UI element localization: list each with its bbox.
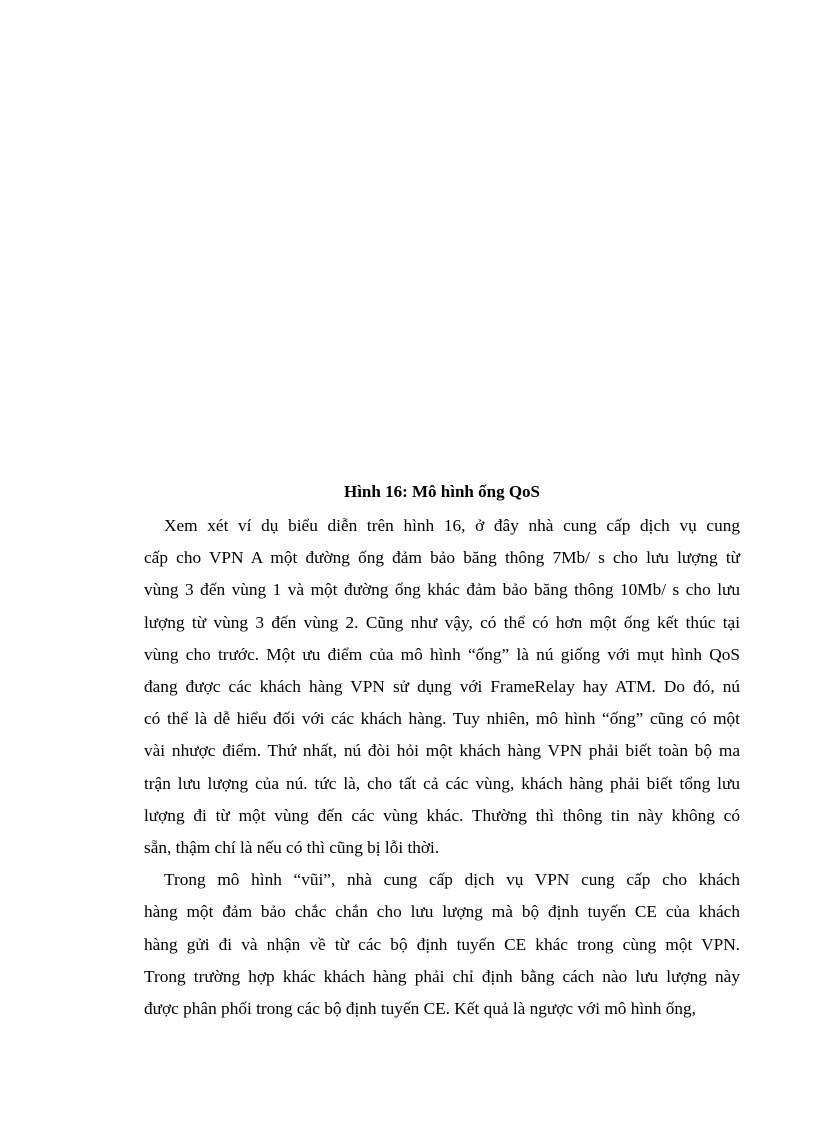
text-line: cấp cho VPN A một đường ống đảm bảo băng thông 7Mb/ s cho lưu lượng từ	[144, 548, 740, 568]
text-line: sẵn, thậm chí là nếu có thì cũng bị lỗi thời.	[144, 838, 440, 858]
text-line: hàng gửi đi và nhận về từ các bộ định tuyến CE khác trong cùng một VPN.	[144, 934, 740, 954]
paragraph-2	[144, 864, 740, 1025]
text-line: lượng từ vùng 3 đến vùng 2. Cũng như vậy, có thể có hơn một ống kết thúc tại	[144, 612, 740, 632]
text-line: vùng 3 đến vùng 1 và một đường ống khác đảm bảo băng thông 10Mb/ s cho lưu	[144, 580, 740, 600]
text-line: vùng cho trước. Một ưu điểm của mô hình “ống” là nú giống với mụt hình QoS	[144, 644, 740, 664]
text-line: Xem xét ví dụ biểu diễn trên hình 16, ở đây nhà cung cấp dịch vụ cung	[164, 516, 740, 535]
text-line: đang được các khách hàng VPN sử dụng với FrameRelay hay ATM. Do đó, nú	[144, 677, 740, 697]
text-line: có thể là dễ hiểu đối với các khách hàng. Tuy nhiên, mô hình “ống” cũng có một	[144, 709, 740, 729]
text-line: hàng một đảm bảo chắc chắn cho lưu lượng mà bộ định tuyến CE của khách	[144, 902, 740, 922]
text-line: được phân phối trong các bộ định tuyến CE. Kết quả là ngược với mô hình ống,	[144, 999, 697, 1019]
text-line: Trong mô hình “vũi”, nhà cung cấp dịch vụ VPN cung cấp cho khách	[164, 870, 740, 890]
figure-placeholder	[144, 60, 740, 470]
text-line: vài nhược điểm. Thứ nhất, nú đòi hỏi một khách hàng VPN phải biết toàn bộ ma	[144, 741, 740, 761]
body-text	[144, 510, 740, 1025]
figure-caption: Hình 16: Mô hình ống QoS	[343, 482, 541, 501]
paragraph-1	[144, 510, 740, 864]
text-line: trận lưu lượng của nú. tức là, cho tất cả các vùng, khách hàng phải biết tổng lưu	[144, 773, 740, 793]
text-line: Trong trường hợp khác khách hàng phải chỉ định bằng cách nào lưu lượng này	[144, 966, 740, 986]
text-line: lượng đi từ một vùng đến các vùng khác. Thường thì thông tin này không có	[144, 805, 740, 825]
